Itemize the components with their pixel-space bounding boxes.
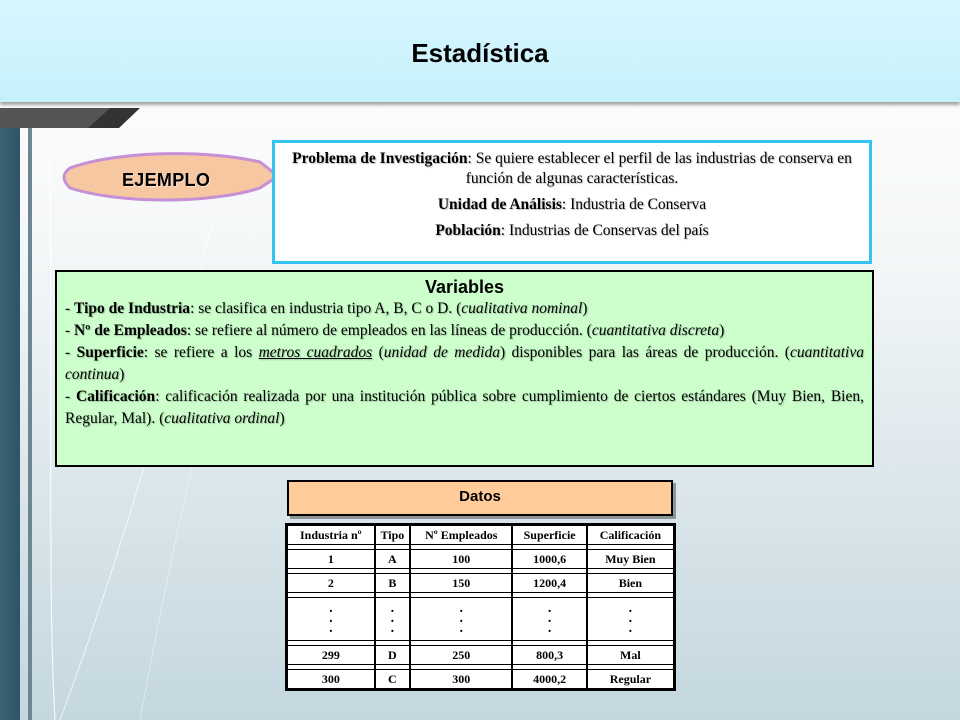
problem-box xyxy=(272,140,872,264)
table-header-row xyxy=(287,525,674,545)
variable-description: : se refiere a los xyxy=(143,344,259,361)
variable-type: cualitativa nominal xyxy=(461,300,583,317)
table-cell: 1 xyxy=(287,549,375,569)
population-text: : Industrias de Conservas del país xyxy=(500,222,709,239)
problem-text: : Se quiere establecer el perfil de las industrias de conserva en función de algunas características. xyxy=(465,150,852,187)
variable-description: ) disponibles para las áreas de producción. ( xyxy=(499,344,790,361)
problem-label: Problema de Investigación xyxy=(292,150,468,167)
table-cell: Mal xyxy=(587,645,674,665)
paren-close: ) xyxy=(119,366,125,383)
variables-box xyxy=(55,270,874,467)
variables-title: Variables xyxy=(424,277,505,297)
paren-close: ) xyxy=(279,410,285,427)
table-header-cell: Tipo xyxy=(375,525,411,545)
table-cell: . . . xyxy=(287,597,375,641)
table-cell: C xyxy=(375,669,411,689)
variable-calificacion xyxy=(65,386,864,430)
analysis-unit xyxy=(287,195,857,215)
population xyxy=(287,221,857,241)
table-cell: A xyxy=(375,549,411,569)
ejemplo-label: EJEMPLO xyxy=(122,170,211,190)
table-cell: D xyxy=(375,645,411,665)
table-ellipsis-row xyxy=(287,597,674,641)
table-cell: 250 xyxy=(410,645,512,665)
variable-description: : calificación realizada por una institución pública sobre cumplimiento de ciertos estándares (Muy Bien, Bien, Regular, Mal). ( xyxy=(65,388,864,427)
paren-close: ) xyxy=(719,322,725,339)
table-header-cell: Superficie xyxy=(512,525,586,545)
variable-description: : se refiere al número de empleados en las líneas de producción. ( xyxy=(186,322,592,339)
table-cell: 4000,2 xyxy=(512,669,586,689)
analysis-unit-text: : Industria de Conserva xyxy=(561,196,707,213)
table-cell: 300 xyxy=(287,669,375,689)
table-cell: 300 xyxy=(410,669,512,689)
bullet-dash: - xyxy=(65,344,77,361)
table-cell: . . . xyxy=(587,597,674,641)
paren-close: ) xyxy=(582,300,588,317)
table-cell: 2 xyxy=(287,573,375,593)
table-cell: Regular xyxy=(587,669,674,689)
variable-unit: unidad de medida xyxy=(383,344,500,361)
table-cell: 1000,6 xyxy=(512,549,586,569)
variable-name: Calificación xyxy=(75,388,156,405)
variable-type: cuantitativa discreta xyxy=(591,322,720,339)
variable-tipo xyxy=(65,298,864,320)
bullet-dash: - xyxy=(65,388,76,405)
table-header-cell: Nº Empleados xyxy=(410,525,512,545)
analysis-unit-label: Unidad de Análisis xyxy=(437,196,562,213)
table-cell: Muy Bien xyxy=(587,549,674,569)
table-cell: 299 xyxy=(287,645,375,665)
table-cell: 150 xyxy=(410,573,512,593)
table-cell: . . . xyxy=(410,597,512,641)
table-cell: Bien xyxy=(587,573,674,593)
variable-name: Superficie xyxy=(76,344,144,361)
variable-type: cualitativa ordinal xyxy=(164,410,280,427)
variable-underlined: metros cuadrados xyxy=(258,344,373,361)
side-line xyxy=(28,128,32,720)
table-cell: 100 xyxy=(410,549,512,569)
side-stripe xyxy=(0,128,20,720)
bullet-dash: - xyxy=(65,300,75,317)
table-cell: 1200,4 xyxy=(512,573,586,593)
table-cell: . . . xyxy=(512,597,586,641)
table-row xyxy=(287,573,674,593)
problem-statement xyxy=(287,149,857,189)
data-table xyxy=(285,523,676,691)
variable-empleados xyxy=(65,320,864,342)
table-header-cell: Industria nº xyxy=(287,525,375,545)
variable-description: ( xyxy=(372,344,384,361)
table-row xyxy=(287,549,674,569)
table-cell: . . . xyxy=(375,597,411,641)
slide-header xyxy=(0,0,960,102)
table-cell: B xyxy=(375,573,411,593)
table-header-cell: Calificación xyxy=(587,525,674,545)
table-cell: 800,3 xyxy=(512,645,586,665)
variable-type: cuantitativa continua xyxy=(65,344,864,383)
variable-superficie xyxy=(65,342,864,386)
table-row xyxy=(287,669,674,689)
datos-heading: Datos xyxy=(287,480,673,516)
bullet-dash: - xyxy=(65,322,75,339)
table-row xyxy=(287,645,674,665)
slide-title: Estadística xyxy=(411,38,549,68)
variable-description: : se clasifica en industria tipo A, B, C o D. ( xyxy=(190,300,462,317)
variable-name: Nº de Empleados xyxy=(74,322,187,339)
population-label: Población xyxy=(435,222,501,239)
variable-name: Tipo de Industria xyxy=(74,300,191,317)
